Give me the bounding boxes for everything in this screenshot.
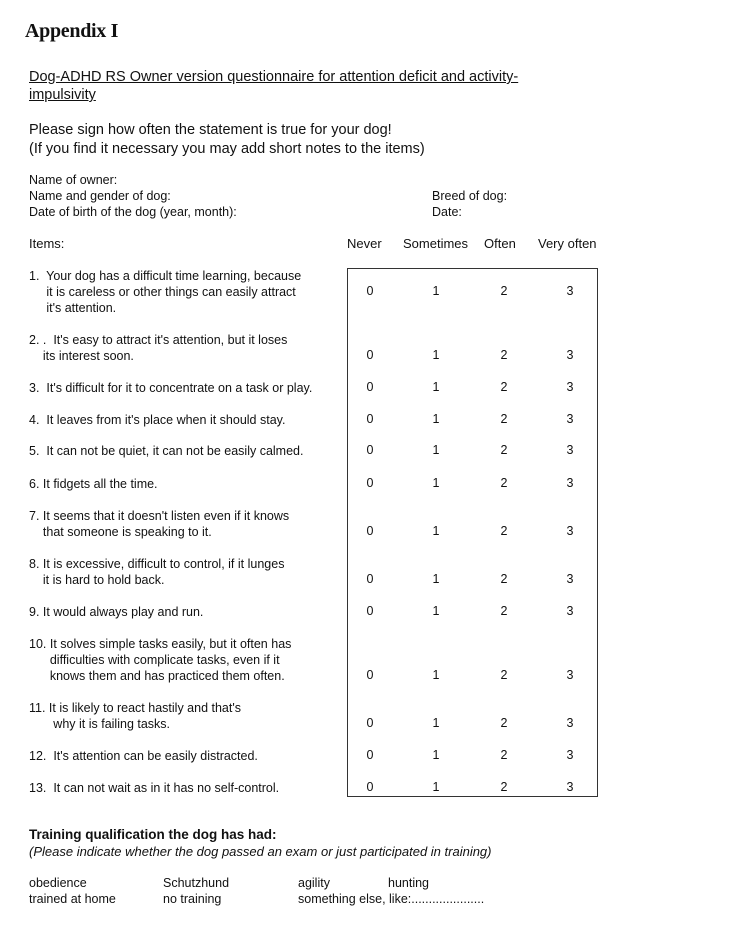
- option-trained-at-home: trained at home: [29, 892, 116, 906]
- item-text-line: 9. It would always play and run.: [29, 605, 204, 619]
- score-option[interactable]: 1: [432, 348, 440, 362]
- item-text-line: 13. It can not wait as in it has no self-control.: [29, 781, 280, 795]
- option-obedience: obedience: [29, 876, 87, 890]
- questionnaire-item: [29, 380, 312, 396]
- score-option[interactable]: 0: [366, 524, 374, 538]
- questionnaire-item: [29, 636, 291, 684]
- score-option[interactable]: 0: [366, 476, 374, 490]
- option-no-training: no training: [163, 892, 222, 906]
- appendix-title: Appendix I: [25, 20, 119, 42]
- score-option[interactable]: 0: [366, 780, 374, 794]
- questionnaire-item: [29, 780, 279, 796]
- item-text-line: 12. It's attention can be easily distracted.: [29, 749, 258, 763]
- score-option[interactable]: 2: [500, 524, 508, 538]
- score-option[interactable]: 3: [566, 443, 574, 457]
- score-option[interactable]: 0: [366, 748, 374, 762]
- score-option[interactable]: 0: [366, 604, 374, 618]
- questionnaire-item: [29, 556, 284, 588]
- item-text-line: knows them and has practiced them often.: [29, 669, 285, 683]
- questionnaire-item: [29, 508, 289, 540]
- score-option[interactable]: 2: [500, 668, 508, 682]
- score-option[interactable]: 1: [432, 443, 440, 457]
- score-option[interactable]: 3: [566, 668, 574, 682]
- score-option[interactable]: 2: [500, 476, 508, 490]
- questionnaire-item: [29, 476, 158, 492]
- questionnaire-title: [29, 68, 569, 104]
- score-option[interactable]: 2: [500, 443, 508, 457]
- item-text-line: that someone is speaking to it.: [29, 525, 212, 539]
- questionnaire-item: [29, 268, 301, 316]
- score-option[interactable]: 3: [566, 716, 574, 730]
- item-text-line: 8. It is excessive, difficult to control, if it lunges: [29, 557, 285, 571]
- score-option[interactable]: 2: [500, 348, 508, 362]
- score-option[interactable]: 2: [500, 716, 508, 730]
- score-option[interactable]: 1: [432, 572, 440, 586]
- score-option[interactable]: 3: [566, 284, 574, 298]
- score-option[interactable]: 0: [366, 716, 374, 730]
- score-option[interactable]: 2: [500, 284, 508, 298]
- item-text-line: 10. It solves simple tasks easily, but it often has: [29, 637, 292, 651]
- score-option[interactable]: 3: [566, 572, 574, 586]
- title-line-2: impulsivity: [29, 87, 96, 103]
- item-text-line: 1. Your dog has a difficult time learning, because: [29, 269, 302, 283]
- score-option[interactable]: 1: [432, 748, 440, 762]
- item-text-line: it is hard to hold back.: [29, 573, 165, 587]
- item-text-line: 2. . It's easy to attract it's attention, but it loses: [29, 333, 288, 347]
- title-line-1: Dog-ADHD RS Owner version questionnaire for attention deficit and activity-: [29, 69, 519, 85]
- item-text-line: 6. It fidgets all the time.: [29, 477, 158, 491]
- score-option[interactable]: 1: [432, 412, 440, 426]
- very-often-header: Very often: [538, 236, 597, 251]
- questionnaire-item: [29, 748, 258, 764]
- score-option[interactable]: 2: [500, 748, 508, 762]
- training-title: Training qualification the dog has had:: [29, 827, 277, 842]
- item-text-line: 7. It seems that it doesn't listen even if it knows: [29, 509, 290, 523]
- score-option[interactable]: 3: [566, 348, 574, 362]
- score-option[interactable]: 1: [432, 524, 440, 538]
- score-option[interactable]: 3: [566, 780, 574, 794]
- training-note: (Please indicate whether the dog passed an exam or just participated in training): [29, 844, 492, 859]
- score-option[interactable]: 0: [366, 668, 374, 682]
- score-option[interactable]: 0: [366, 412, 374, 426]
- never-header: Never: [347, 236, 382, 251]
- score-option[interactable]: 3: [566, 748, 574, 762]
- score-option[interactable]: 3: [566, 604, 574, 618]
- score-option[interactable]: 1: [432, 604, 440, 618]
- score-option[interactable]: 0: [366, 380, 374, 394]
- item-text-line: difficulties with complicate tasks, even if it: [29, 653, 280, 667]
- score-option[interactable]: 0: [366, 572, 374, 586]
- owner-field-label: Name of owner:: [29, 173, 118, 187]
- score-option[interactable]: 2: [500, 572, 508, 586]
- item-text-line: 3. It's difficult for it to concentrate on a task or play.: [29, 381, 313, 395]
- option-something-else: something else, like:.....................: [298, 892, 485, 906]
- questionnaire-item: [29, 700, 241, 732]
- item-text-line: 5. It can not be quiet, it can not be easily calmed.: [29, 444, 304, 458]
- score-option[interactable]: 1: [432, 476, 440, 490]
- score-option[interactable]: 1: [432, 284, 440, 298]
- score-option[interactable]: 0: [366, 284, 374, 298]
- sometimes-header: Sometimes: [403, 236, 469, 251]
- instructions: [29, 121, 425, 159]
- score-option[interactable]: 1: [432, 716, 440, 730]
- score-option[interactable]: 1: [432, 668, 440, 682]
- questionnaire-item: [29, 332, 287, 364]
- dog-name-gender-label: Name and gender of dog:: [29, 189, 171, 203]
- questionnaire-item: [29, 604, 203, 620]
- questionnaire-item: [29, 412, 285, 428]
- score-option[interactable]: 3: [566, 412, 574, 426]
- option-hunting: hunting: [388, 876, 430, 890]
- score-option[interactable]: 2: [500, 780, 508, 794]
- score-option[interactable]: 2: [500, 412, 508, 426]
- option-agility: agility: [298, 876, 330, 890]
- item-text-line: its interest soon.: [29, 349, 134, 363]
- item-text-line: it is careless or other things can easily attract: [29, 285, 296, 299]
- score-option[interactable]: 1: [432, 380, 440, 394]
- item-text-line: it's attention.: [29, 301, 117, 315]
- score-option[interactable]: 1: [432, 780, 440, 794]
- questionnaire-item: [29, 443, 303, 459]
- score-option[interactable]: 3: [566, 476, 574, 490]
- often-header: Often: [484, 236, 516, 251]
- item-text-line: 4. It leaves from it's place when it should stay.: [29, 413, 286, 427]
- item-text-line: 11. It is likely to react hastily and that's: [29, 701, 241, 715]
- score-option[interactable]: 0: [366, 348, 374, 362]
- score-option[interactable]: 0: [366, 443, 374, 457]
- date-label: Date:: [432, 205, 462, 219]
- score-option[interactable]: 2: [500, 380, 508, 394]
- dog-birth-label: Date of birth of the dog (year, month):: [29, 205, 237, 219]
- instruction-line-1: Please sign how often the statement is true for your dog!: [29, 122, 392, 138]
- item-text-line: why it is failing tasks.: [29, 717, 171, 731]
- option-schutzhund: Schutzhund: [163, 876, 230, 890]
- score-option[interactable]: 3: [566, 524, 574, 538]
- breed-label: Breed of dog:: [432, 189, 508, 203]
- score-option[interactable]: 2: [500, 604, 508, 618]
- score-option[interactable]: 3: [566, 380, 574, 394]
- items-header: Items:: [29, 236, 65, 251]
- instruction-line-2: (If you find it necessary you may add short notes to the items): [29, 141, 425, 157]
